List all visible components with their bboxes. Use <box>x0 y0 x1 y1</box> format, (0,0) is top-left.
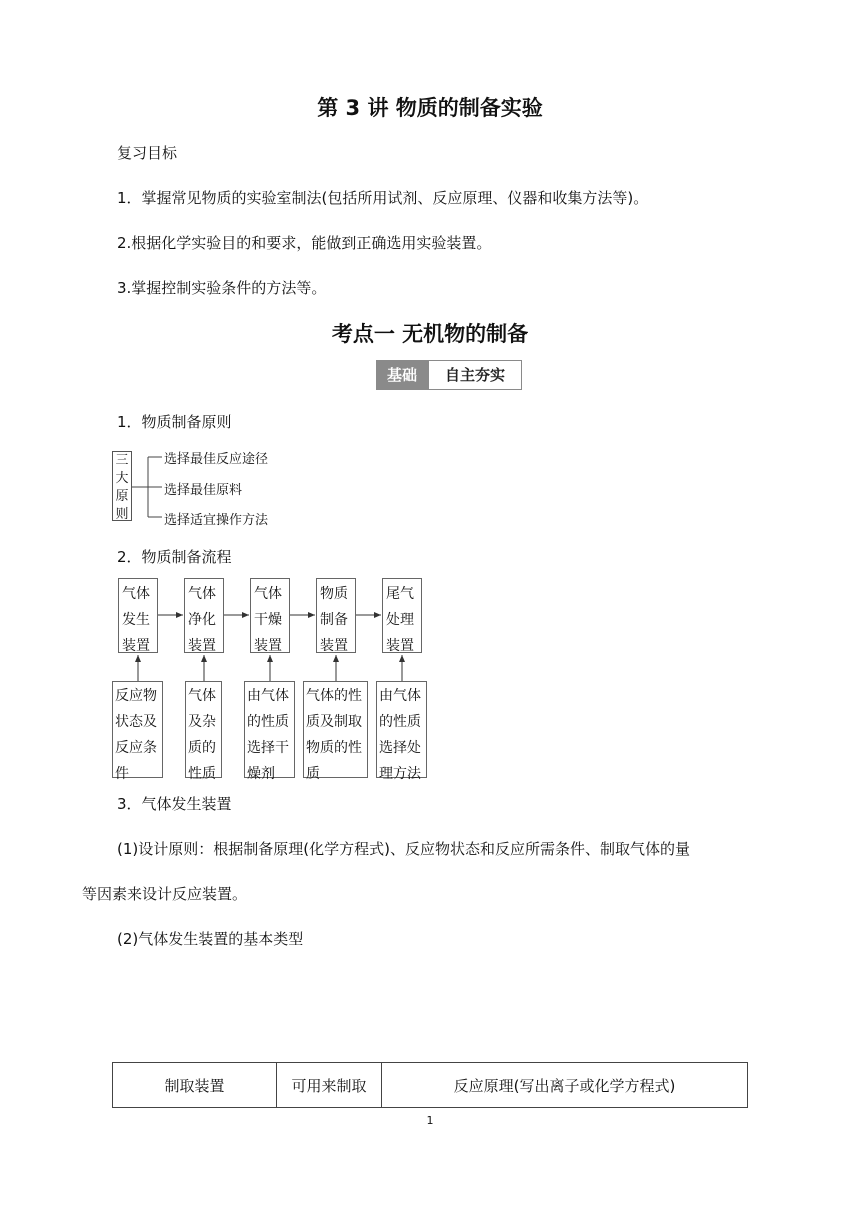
table-header-cell: 反应原理(写出离子或化学方程式) <box>382 1063 748 1108</box>
flow-step-text: 净化 <box>188 612 216 628</box>
flow-input-box <box>244 681 295 782</box>
flow-input-text: 物质的性 <box>306 740 362 756</box>
flow-input-text: 质的 <box>188 740 216 756</box>
flow-step-text: 气体 <box>254 586 282 602</box>
flow-input-text: 由气体 <box>379 688 421 704</box>
table-header-cell: 可用来制取 <box>277 1063 382 1108</box>
flow-arrows <box>100 570 440 685</box>
flow-input-box <box>376 681 427 782</box>
principle-item: 选择最佳原料 <box>164 483 243 498</box>
principle-item: 选择适宜操作方法 <box>164 513 269 528</box>
flow-input-box <box>303 681 368 782</box>
flow-step-text: 装置 <box>122 638 150 654</box>
flow-input-text: 质 <box>306 766 320 782</box>
flow-input-text: 由气体 <box>247 688 289 704</box>
flow-step-text: 干燥 <box>254 612 282 628</box>
flow-input-text: 反应物 <box>115 688 157 704</box>
design-principle-line: (1)设计原则：根据制备原理(化学方程式)、反应物状态和反应所需条件、制取气体的量 <box>117 840 690 858</box>
flow-input-text: 气体的性 <box>306 688 362 704</box>
flow-step-text: 装置 <box>254 638 282 654</box>
flow-input-text: 气体 <box>188 688 216 704</box>
flow-step-text: 装置 <box>320 638 348 654</box>
flow-step-text: 物质 <box>320 586 348 602</box>
flow-input-text: 件 <box>115 766 129 782</box>
flow-input-text: 质及制取 <box>306 714 362 730</box>
flow-step-text: 处理 <box>386 612 414 628</box>
flow-input-text: 选择干 <box>247 740 289 756</box>
review-goals-heading: 复习目标 <box>117 144 178 162</box>
table-header-cell: 制取装置 <box>113 1063 277 1108</box>
flow-input-text: 反应条 <box>115 740 157 756</box>
review-goal-item: 3.掌握控制实验条件的方法等。 <box>117 279 327 297</box>
flow-step-text: 气体 <box>122 586 150 602</box>
flow-step-text: 制备 <box>320 612 348 628</box>
flow-input-box <box>185 681 222 782</box>
flow-step-text: 装置 <box>386 638 414 654</box>
page-number: 1 <box>426 1114 434 1127</box>
flow-step-text: 装置 <box>188 638 216 654</box>
badge-self-study-label: 自主夯实 <box>428 360 522 390</box>
review-goal-item: 2.根据化学实验目的和要求，能做到正确选用实验装置。 <box>117 234 492 252</box>
flow-input-text: 选择处 <box>379 740 421 756</box>
flow-input-text: 性质 <box>188 766 216 782</box>
bracket-char: 原 <box>115 489 129 504</box>
gas-device-heading: 3．气体发生装置 <box>117 795 232 813</box>
flow-step-text: 气体 <box>188 586 216 602</box>
section-title: 考点一 无机物的制备 <box>331 322 529 346</box>
flow-input-text: 及杂 <box>188 714 216 730</box>
flow-input-text: 的性质 <box>247 714 289 730</box>
device-table <box>112 1062 748 1108</box>
principle-item: 选择最佳反应途径 <box>164 452 269 467</box>
principles-bracket-box <box>112 451 132 521</box>
principles-heading: 1．物质制备原则 <box>117 413 232 431</box>
device-types-heading: (2)气体发生装置的基本类型 <box>117 930 304 948</box>
bracket-char: 则 <box>115 507 129 522</box>
section-badge <box>376 360 522 390</box>
principles-bracket-lines <box>132 450 164 526</box>
design-principle-line: 等因素来设计反应装置。 <box>82 885 248 903</box>
bracket-char: 大 <box>115 471 129 486</box>
flow-input-text: 燥剂 <box>247 766 275 782</box>
page-title: 第 3 讲 物质的制备实验 <box>317 96 543 120</box>
bracket-char: 三 <box>115 453 129 468</box>
table-header-row <box>113 1063 748 1108</box>
flow-step-text: 尾气 <box>386 586 414 602</box>
flow-input-text: 理方法 <box>379 766 421 782</box>
flow-step-text: 发生 <box>122 612 150 628</box>
flow-input-text: 状态及 <box>115 714 157 730</box>
flow-input-text: 的性质 <box>379 714 421 730</box>
flow-heading: 2．物质制备流程 <box>117 548 232 566</box>
flow-input-box <box>112 681 163 782</box>
badge-basic-label: 基础 <box>376 360 428 390</box>
review-goal-item: 1．掌握常见物质的实验室制法(包括所用试剂、反应原理、仪器和收集方法等)。 <box>117 189 649 207</box>
